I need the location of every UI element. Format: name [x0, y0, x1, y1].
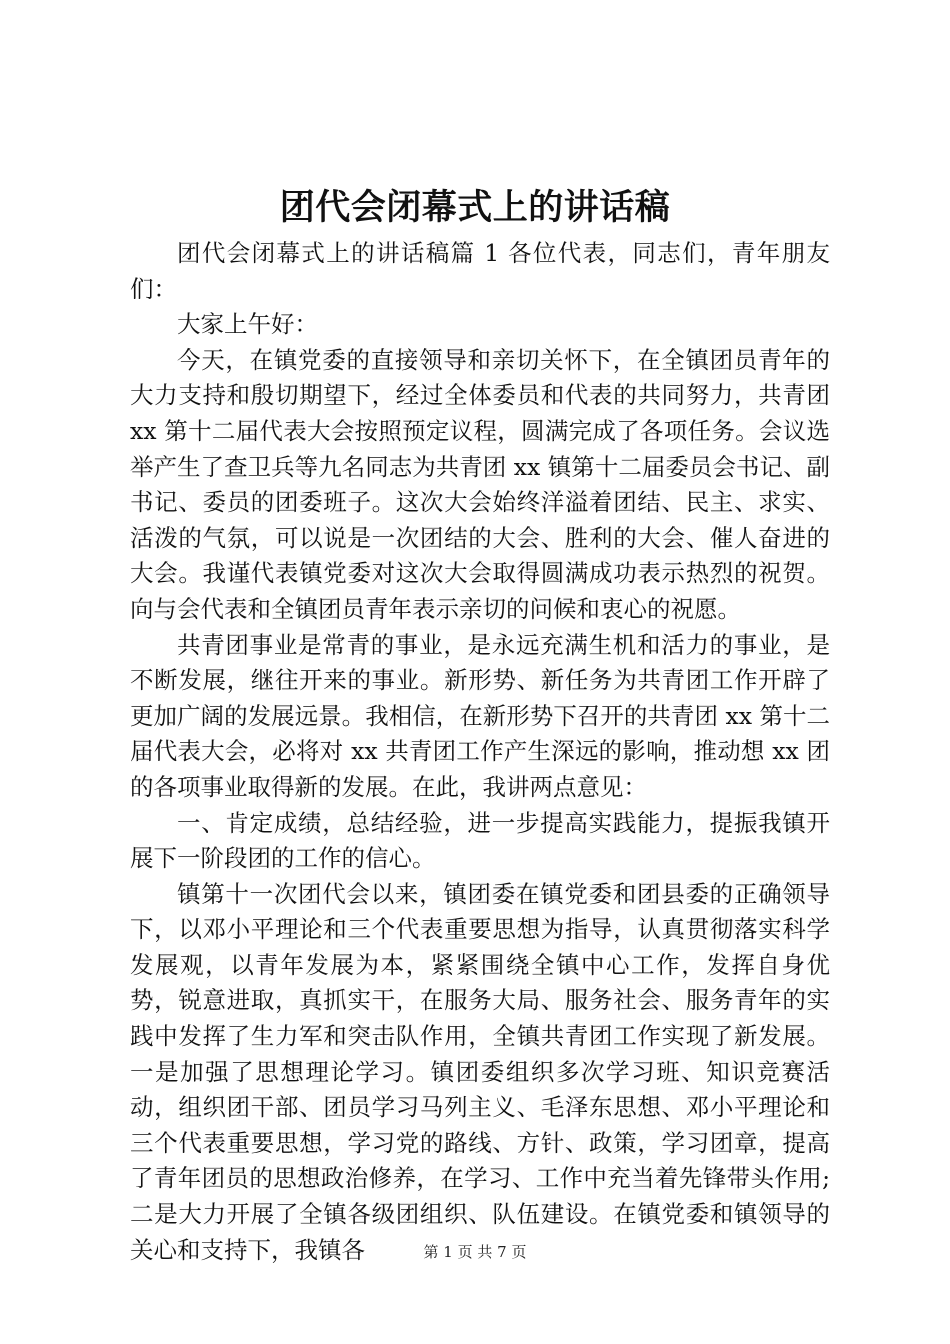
page-number-footer: 第 1 页 共 7 页	[423, 1243, 527, 1261]
paragraph-opening: 团代会闭幕式上的讲话稿篇 1 各位代表，同志们，青年朋友们：	[130, 239, 830, 303]
paragraph-point-one: 一、肯定成绩，总结经验，进一步提高实践能力，提振我镇开展下一阶段团的工作的信心。	[130, 808, 830, 873]
paragraph-congratulation: 今天，在镇党委的直接领导和亲切关怀下，在全镇团员青年的大力支持和殷切期望下，经过全体委员和代表的共同努力，共青团 xx 第十二届代表大会按照预定议程，圆满完成了各项任务。会议选举产生了查卫兵等九名同志为共青团 xx 镇第十二届委员会书记、副书记、委员的团委班子。这次大会始终洋溢着团结、民主、求实、活泼的气氛，可以说是一次团结的大会、胜利的大会、催人奋进的大会。我谨代表镇党委对这次大会取得圆满成功表示热烈的祝贺。向与会代表和全镇团员青年表示亲切的问候和衷心的祝愿。	[130, 345, 830, 623]
document-body	[130, 236, 830, 1268]
document-title: 团代会闭幕式上的讲话稿	[279, 187, 671, 228]
paragraph-greeting: 大家上午好：	[177, 310, 318, 339]
paragraph-outlook: 共青团事业是常青的事业，是永远充满生机和活力的事业，是不断发展，继往开来的事业。新形势、新任务为共青团工作开辟了更加广阔的发展远景。我相信，在新形势下召开的共青团 xx 第十二届代表大会，必将对 xx 共青团工作产生深远的影响，推动想 xx 团的各项事业取得新的发展。在此，我讲两点意见：	[130, 630, 830, 801]
paragraph-achievements: 镇第十一次团代会以来，镇团委在镇党委和团县委的正确领导下，以邓小平理论和三个代表重要思想为指导，认真贯彻落实科学发展观，以青年发展为本，紧紧围绕全镇中心工作，发挥自身优势，锐意进取，真抓实干，在服务大局、服务社会、服务青年的实践中发挥了生力军和突击队作用，全镇共青团工作实现了新发展。一是加强了思想理论学习。镇团委组织多次学习班、知识竞赛活动，组织团干部、团员学习马列主义、毛泽东思想、邓小平理论和三个代表重要思想，学习党的路线、方针、政策，学习团章，提高了青年团员的思想政治修养，在学习、工作中充当着先锋带头作用;二是大力开展了全镇各级团组织、队伍建设。在镇党委和镇领导的关心和支持下，我镇各	[130, 879, 830, 1264]
